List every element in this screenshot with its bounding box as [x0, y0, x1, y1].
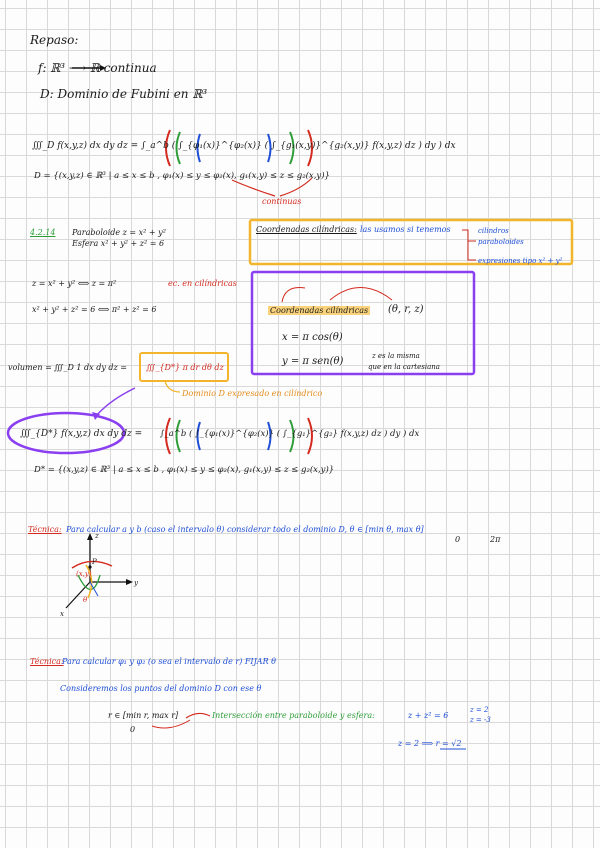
- esfera-eq: Esfera x² + y² + z² = 6: [72, 239, 165, 248]
- coords-z-note-2: que en la cartesiana: [368, 363, 440, 371]
- sketch-curve-label: (x,y): [76, 570, 92, 578]
- cilindricas-option-2: paraboloides: [478, 238, 524, 246]
- tecnica1-under-max: 2π: [490, 535, 501, 544]
- repaso-domain-definition: D = {(x,y,z) ∈ ℝ³ | a ≤ x ≤ b , φ₁(x) ≤ y ≤ φ₂(x), g₁(x,y) ≤ z ≤ g₂(x,y)}: [34, 171, 330, 181]
- conversion-paraboloid: z = x² + y² ⟺ z = π²: [32, 279, 117, 288]
- tecnica2-label: Técnica:: [30, 657, 64, 666]
- conversion-note: ec. en cilíndricas: [168, 279, 237, 288]
- second-integral-domain: D* = {(x,y,z) ∈ ℝ³ | a ≤ x ≤ b , φ₁(x) ≤ y ≤ φ₂(x), g₁(x,y) ≤ z ≤ g₂(x,y)}: [34, 465, 335, 475]
- tecnica2-result: z = 2 ⟹ r = √2: [398, 739, 462, 748]
- tecnica2-under-min: 0: [130, 725, 136, 734]
- cilindricas-text: las usamos si tenemos: [360, 225, 451, 234]
- sketch-angle-label: θ: [83, 596, 88, 604]
- tecnica2-text: Para calcular φ₁ y φ₂ (o sea el intervalo de r) FIJAR θ: [62, 657, 276, 666]
- repaso-function: f: ℝ³ ⟶ ℝ continua: [38, 61, 157, 75]
- volumen-cil-expr: ∭_{D*} π dr dθ dz: [146, 363, 224, 372]
- sketch-axis-y: y: [134, 579, 138, 587]
- cilindricas-title: Coordenadas cilíndricas:: [256, 225, 357, 234]
- tecnica2-solution-top: z = 2: [470, 706, 489, 714]
- tecnica2-interval: r ∈ [min r, max r]: [108, 711, 179, 720]
- sketch-axis-x: x: [60, 610, 64, 618]
- repaso-domain: D: Dominio de Fubini en ℝ³: [40, 87, 208, 101]
- second-integral-rhs: ∫_a^b ( ∫_{φ₁(x)}^{φ₂(x)} ( ∫_{g₁}^{g₂} f(x,y,z) dz ) dy ) dx: [160, 429, 420, 439]
- repaso-title: Repaso:: [30, 33, 79, 47]
- tecnica2-line2: Consideremos los puntos del dominio D con ese θ: [60, 684, 262, 693]
- volumen-label: volumen =: [8, 363, 52, 372]
- coords-z-note-1: z es la misma: [372, 352, 420, 360]
- coords-triple: (θ, r, z): [388, 304, 424, 315]
- conversion-sphere: x² + y² + z² = 6 ⟺ π² + z² = 6: [32, 305, 157, 314]
- paraboloide-eq: Paraboloide z = x² + y²: [72, 228, 166, 237]
- tecnica2-equation: z + z² = 6: [408, 711, 449, 720]
- cilindricas-option-3: expresiones tipo x² + y²: [478, 257, 563, 265]
- second-integral-lhs: ∭_{D*} f(x,y,z) dx dy dz =: [20, 429, 143, 439]
- tecnica2-intersection: Intersección entre paraboloide y esfera:: [212, 711, 375, 720]
- cilindricas-option-1: cilindros: [478, 227, 509, 235]
- continuas-label: continuas: [262, 197, 302, 206]
- volumen-note: Dominio D expresado en cilíndrico: [182, 389, 323, 398]
- tecnica2-solution-bottom: z = -3: [470, 716, 491, 724]
- sketch-point-label: P: [92, 558, 97, 566]
- coords-y-eq: y = π sen(θ): [282, 356, 344, 367]
- tecnica1-text: Para calcular a y b (caso el intervalo θ) considerar todo el dominio D, θ ∈ [min θ, max θ]: [66, 525, 424, 534]
- sketch-axis-z: z: [95, 532, 99, 540]
- repaso-triple-integral: ∭_D f(x,y,z) dx dy dz = ∫_a^b ( ∫_{φ₁(x)}^{φ₂(x)} ( ∫_{g₁(x,y)}^{g₂(x,y)} f(x,y,z) dz ) dy ) dx: [32, 141, 456, 151]
- coords-x-eq: x = π cos(θ): [282, 332, 343, 343]
- tecnica1-under-min: 0: [455, 535, 461, 544]
- coords-label: Coordenadas cilíndricas: [270, 306, 369, 315]
- problem-number: 4.2.14: [30, 228, 56, 237]
- volumen-expr: ∭_D 1 dx dy dz =: [54, 363, 127, 372]
- tecnica1-label: Técnica:: [28, 525, 62, 534]
